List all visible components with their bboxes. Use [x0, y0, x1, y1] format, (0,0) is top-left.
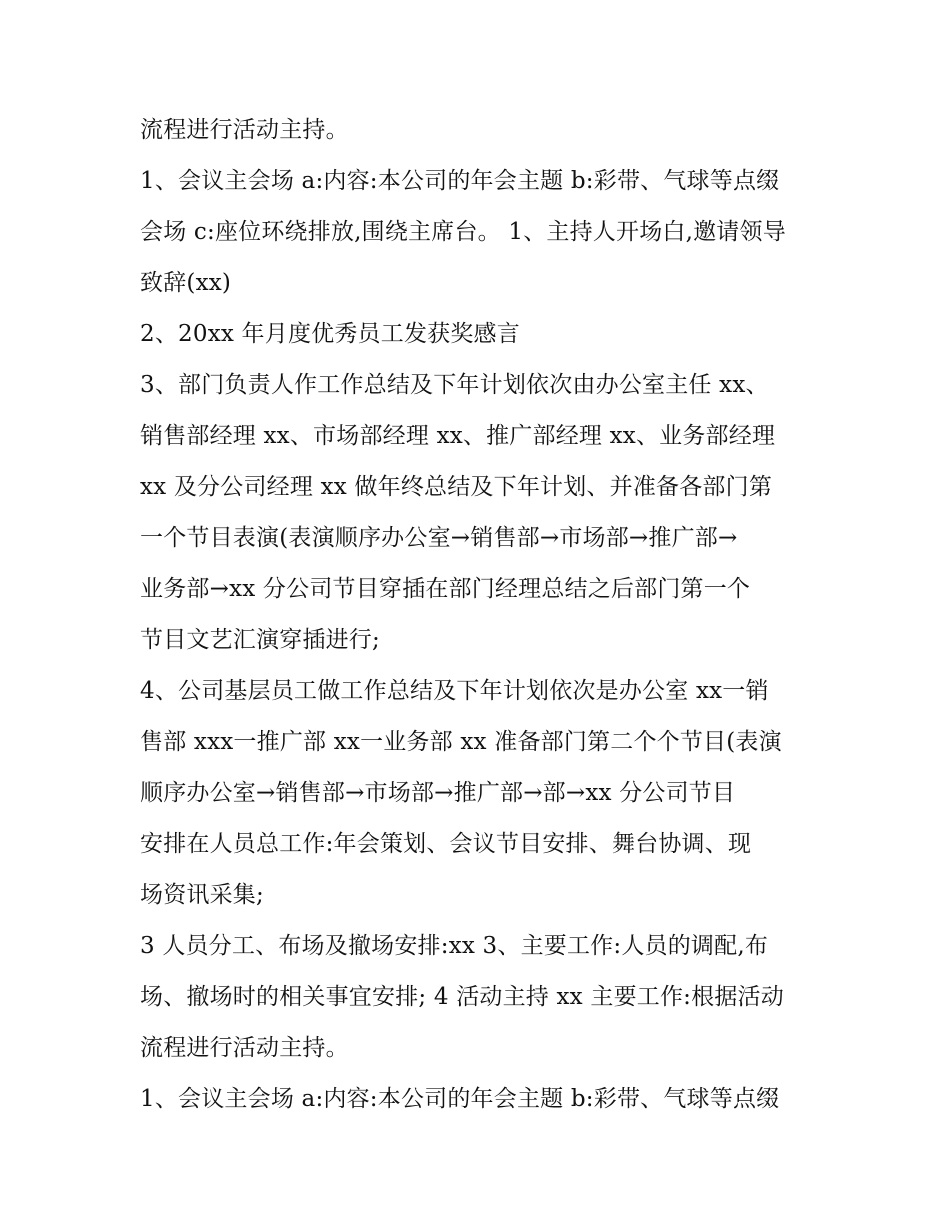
text-line: 节目文艺汇演穿插进行; — [140, 627, 380, 653]
text-line: 4、公司基层员工做工作总结及下年计划依次是办公室 xx一销 — [140, 678, 769, 704]
text-line: 销售部经理 xx、市场部经理 xx、推广部经理 xx、业务部经理 — [140, 423, 776, 449]
text-line: 安排在人员总工作:年会策划、会议节目安排、舞台协调、现 — [140, 831, 752, 857]
text-line: 场资讯采集; — [140, 882, 264, 908]
text-line: 会场 c:座位环绕排放,围绕主席台。 1、主持人开场白,邀请领导 — [140, 219, 786, 245]
text-line: 3、部门负责人作工作总结及下年计划依次由办公室主任 xx、 — [140, 372, 769, 398]
text-line: 2、20xx 年月度优秀员工发获奖感言 — [140, 321, 520, 347]
text-line: xx 及分公司经理 xx 做年终总结及下年计划、并准备各部门第 — [140, 474, 773, 500]
text-line: 业务部→xx 分公司节目穿插在部门经理总结之后部门第一个 — [140, 576, 751, 602]
text-line: 流程进行活动主持。 — [140, 117, 349, 143]
text-line: 场、撤场时的相关事宜安排; 4 活动主持 xx 主要工作:根据活动 — [140, 984, 784, 1010]
text-line: 致辞(xx) — [140, 270, 232, 296]
text-line: 1、会议主会场 a:内容:本公司的年会主题 b:彩带、气球等点缀 — [140, 1086, 780, 1112]
text-line: 3 人员分工、布场及撤场安排:xx 3、主要工作:人员的调配,布 — [140, 933, 769, 959]
text-line: 流程进行活动主持。 — [140, 1035, 349, 1061]
text-line: 一个节目表演(表演顺序办公室→销售部→市场部→推广部→ — [140, 525, 738, 551]
document-body — [140, 105, 820, 1125]
text-line: 1、会议主会场 a:内容:本公司的年会主题 b:彩带、气球等点缀 — [140, 168, 780, 194]
text-line: 顺序办公室→销售部→市场部→推广部→部→xx 分公司节目 — [140, 780, 736, 806]
text-line: 售部 xxx一推广部 xx一业务部 xx 准备部门第二个个节目(表演 — [140, 729, 782, 755]
